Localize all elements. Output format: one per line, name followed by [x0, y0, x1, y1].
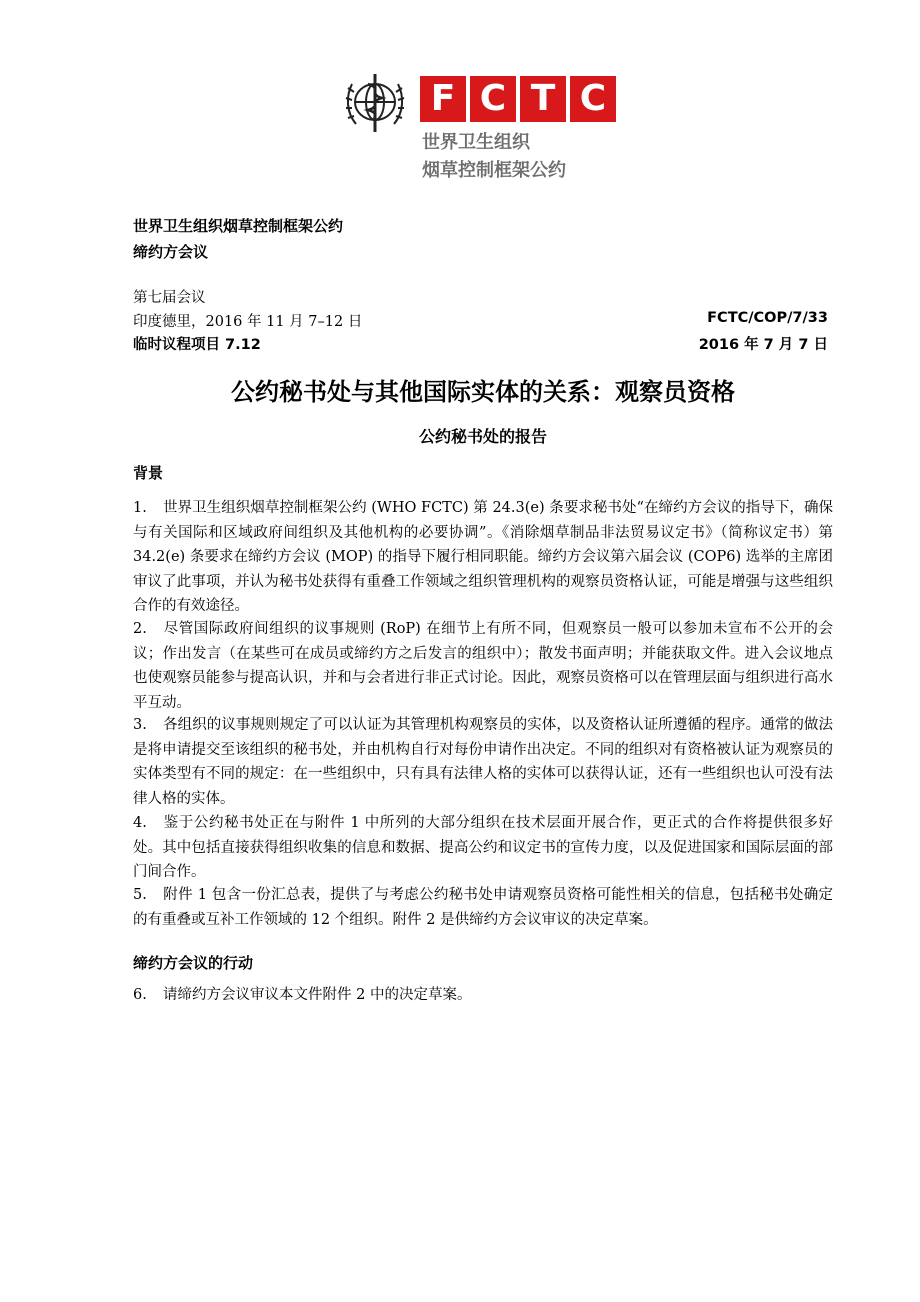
page-subtitle: 公约秘书处的报告 — [418, 427, 547, 446]
page-title: 公约秘书处与其他国际实体的关系：观察员资格 — [231, 378, 735, 406]
document-date: 2016 年 7 月 7 日 — [698, 337, 828, 353]
paragraph-number: 5. — [133, 887, 147, 903]
conference-name: 缔约方会议 — [133, 243, 209, 261]
logo-letter: T — [520, 76, 566, 122]
paragraph — [133, 713, 833, 811]
fctc-letters — [420, 76, 616, 122]
paragraph-text: 请缔约方会议审议本文件附件 2 中的决定草案。 — [163, 987, 472, 1003]
paragraph — [133, 811, 833, 885]
paragraph-text: 尽管国际政府间组织的议事规则 (RoP) 在细节上有所不同，但观察员一般可以参加未宣布不公开的会议；作出发言（在某些可在成员或缔约方之后发言的组织中）；散发书面声明；并能获取文件。进入会议地点也使观察员能参与提高认识，并和与会者进行非正式讨论。因此，观察员资格可以在管理层面与组织进行高水平互动。 — [133, 621, 833, 711]
paragraph-number: 4. — [133, 815, 147, 831]
logo-letter: C — [570, 76, 616, 122]
paragraph — [133, 496, 833, 619]
section-heading-background: 背景 — [133, 464, 164, 482]
convention-name: 世界卫生组织烟草控制框架公约 — [133, 217, 344, 235]
section-heading-action: 缔约方会议的行动 — [133, 954, 254, 972]
fctc-logo — [338, 66, 638, 186]
paragraph-number: 3. — [133, 717, 147, 733]
who-emblem-icon — [338, 70, 412, 136]
session-label: 第七届会议 — [133, 290, 206, 306]
paragraph-text: 鉴于公约秘书处正在与附件 1 中所列的大部分组织在技术层面开展合作，更正式的合作将提供很多好处。其中包括直接获得组织收集的信息和数据、提高公约和议定书的宣传力度，以及促进国家和国际层面的部门间合作。 — [133, 815, 833, 880]
paragraph-number: 2. — [133, 621, 147, 637]
document-symbol: FCTC/COP/7/33 — [707, 310, 828, 326]
paragraph — [133, 983, 833, 1008]
paragraph-number: 1. — [133, 500, 147, 516]
paragraph-text: 附件 1 包含一份汇总表，提供了与考虑公约秘书处申请观察员资格可能性相关的信息，包括秘书处确定的有重叠或互补工作领域的 12 个组织。附件 2 是供缔约方会议审议的决定草案。 — [133, 887, 833, 928]
paragraph-text: 各组织的议事规则规定了可以认证为其管理机构观察员的实体，以及资格认证所遵循的程序。通常的做法是将申请提交至该组织的秘书处，并由机构自行对每份申请作出决定。不同的组织对有资格被认证为观察员的实体类型有不同的规定：在一些组织中，只有具有法律人格的实体可以获得认证，还有一些组织也认可没有法律人格的实体。 — [133, 717, 833, 807]
paragraph-number: 6. — [133, 987, 147, 1003]
logo-fctc-name: 烟草控制框架公约 — [422, 160, 566, 181]
logo-letter: C — [470, 76, 516, 122]
paragraph — [133, 617, 833, 715]
paragraph — [133, 883, 833, 932]
place-date: 印度德里，2016 年 11 月 7–12 日 — [133, 314, 363, 330]
paragraph-text: 世界卫生组织烟草控制框架公约 (WHO FCTC) 第 24.3(e) 条要求秘书处“在缔约方会议的指导下，确保与有关国际和区域政府间组织及其他机构的必要协调”。《消除烟草制品非法贸易议定书》（简称议定书）第 34.2(e) 条要求在缔约方会议 (MOP) 的指导下履行相同职能。缔约方会议第六届会议 (COP6) 选举的主席团审议了此事项，并认为秘书处获得有重叠工作领域之组织管理机构的观察员资格认证，可能是增强与这些组织合作的有效途径。 — [133, 500, 833, 614]
logo-letter: F — [420, 76, 466, 122]
agenda-item: 临时议程项目 7.12 — [133, 337, 261, 353]
logo-who-name: 世界卫生组织 — [422, 132, 530, 153]
